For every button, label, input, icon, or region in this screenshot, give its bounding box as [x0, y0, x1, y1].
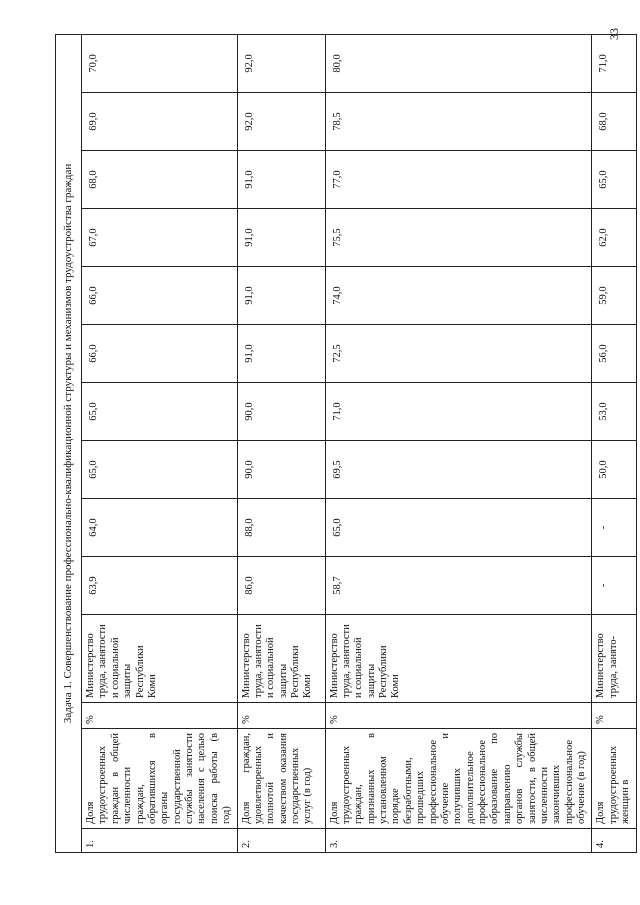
value-cell: 90,0	[237, 441, 325, 499]
responsible-cell: Министерство труда, занятости и социальной защиты Республики Коми	[325, 615, 592, 703]
page-number: 33	[607, 28, 621, 40]
value-cell: 63,9	[82, 557, 238, 615]
row-number: 3.	[325, 829, 592, 853]
unit-cell: %	[592, 703, 636, 729]
row-number: 1.	[82, 829, 238, 853]
row-number: 4.	[592, 829, 636, 853]
value-cell: 59,0	[592, 267, 636, 325]
task-title: Задача 1. Совершенствование профессионально-квалификационной структуры и механизмов трудоустройства граждан	[56, 34, 82, 852]
indicator-cell: Доля трудоустроенных женщин в	[592, 729, 636, 829]
value-cell: 78,5	[325, 93, 592, 151]
value-cell: 86,0	[237, 557, 325, 615]
value-cell: 90,0	[237, 383, 325, 441]
value-cell: 91,0	[237, 151, 325, 209]
responsible-cell: Министерство труда, занятости и социальной защиты Республики Коми	[82, 615, 238, 703]
unit-cell: %	[325, 703, 592, 729]
value-cell: 80,0	[325, 34, 592, 92]
unit-cell: %	[237, 703, 325, 729]
indicators-table	[55, 34, 637, 853]
value-cell: -	[592, 499, 636, 557]
unit-cell: %	[82, 703, 238, 729]
task-row	[56, 34, 82, 852]
table-row	[592, 34, 636, 852]
table-row	[82, 34, 238, 852]
value-cell: 64,0	[82, 499, 238, 557]
table-row	[237, 34, 325, 852]
value-cell: 65,0	[82, 441, 238, 499]
responsible-cell: Министерство труда, занятости и социальной защиты Республики Коми	[237, 615, 325, 703]
value-cell: 65,0	[82, 383, 238, 441]
responsible-cell: Министерство труда, занято-	[592, 615, 636, 703]
value-cell: 74,0	[325, 267, 592, 325]
value-cell: 71,0	[325, 383, 592, 441]
value-cell: 71,0	[592, 34, 636, 92]
rotated-table-container	[55, 35, 632, 853]
value-cell: 66,0	[82, 325, 238, 383]
indicator-cell: Доля трудоустроенных граждан в общей численности граждан, обратившихся в органы государственной службы занятости населения с целью поиска работы (в год)	[82, 729, 238, 829]
value-cell: 68,0	[82, 151, 238, 209]
value-cell: 92,0	[237, 93, 325, 151]
value-cell: 69,0	[82, 93, 238, 151]
value-cell: 69,5	[325, 441, 592, 499]
value-cell: 91,0	[237, 325, 325, 383]
value-cell: 75,5	[325, 209, 592, 267]
row-number: 2.	[237, 829, 325, 853]
value-cell: 56,0	[592, 325, 636, 383]
indicator-cell: Доля трудоустроенных граждан, признанных в установленном порядке безработными, прошедших профессиональное обучение и получивших дополнительное профессиональное образование по направлению органов службы занятости, в общей численности закончивших профессиональное обучение (в год)	[325, 729, 592, 829]
value-cell: 53,0	[592, 383, 636, 441]
value-cell: 58,7	[325, 557, 592, 615]
value-cell: 70,0	[82, 34, 238, 92]
value-cell: 72,5	[325, 325, 592, 383]
value-cell: 50,0	[592, 441, 636, 499]
value-cell: 65,0	[325, 499, 592, 557]
value-cell: 91,0	[237, 267, 325, 325]
value-cell: 91,0	[237, 209, 325, 267]
value-cell: 62,0	[592, 209, 636, 267]
table-row	[325, 34, 592, 852]
value-cell: 77,0	[325, 151, 592, 209]
value-cell: 92,0	[237, 34, 325, 92]
value-cell: 67,0	[82, 209, 238, 267]
value-cell: 65,0	[592, 151, 636, 209]
indicator-cell: Доля граждан, удовлетворенных полнотой и качеством оказания государственных услуг (в год)	[237, 729, 325, 829]
value-cell: -	[592, 557, 636, 615]
value-cell: 66,0	[82, 267, 238, 325]
value-cell: 88,0	[237, 499, 325, 557]
value-cell: 68,0	[592, 93, 636, 151]
